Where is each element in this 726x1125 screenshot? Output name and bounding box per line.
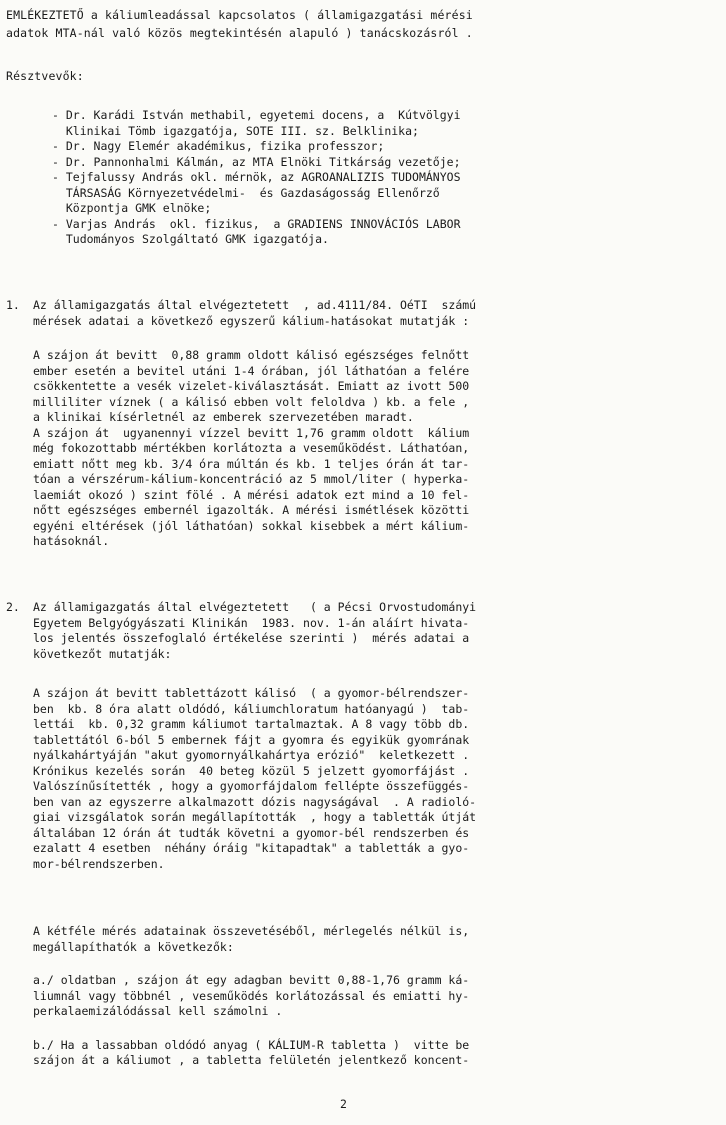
text-line: Az államigazgatás által elvégeztetett ( a Pécsi Orvostudományi [33, 600, 477, 614]
participant-line: TÁRSASÁG Környezetvédelmi- és Gazdaságosság Ellenőrző [52, 185, 440, 200]
text-line: mérések adatai a következő egyszerű kálium-hatásokat mutatják : [33, 313, 470, 328]
participant-line: - Dr. Karádi István methabil, egyetemi docens, a Kútvölgyi [52, 108, 461, 122]
text-line: a klinikai kísérletnél az emberek szervezetében maradt. [33, 410, 414, 424]
text-line: nőtt egészséges embernél igazolták. A mérési ismétlések közötti [33, 503, 470, 517]
text-line: általában 12 órán át tudták követni a gyomor-bél rendszerben és [33, 825, 470, 840]
text-line: milliliter víznek ( a kálisó ebben volt feloldva ) kb. a fele , [33, 394, 470, 409]
text-line: Valószínűsítették , hogy a gyomorfájdalom fellépte összefüggés- [33, 779, 470, 793]
text-line: laemiát okozó ) szint fölé . A mérési adatok ezt mind a 10 fel- [33, 487, 470, 502]
participant-line: - Dr. Pannonhalmi Kálmán, az MTA Elnöki Titkárság vezetője; [52, 154, 461, 169]
text-line: hatásoknál. [33, 534, 110, 548]
text-line: nyálkahártyáján "akut gyomornyálkahártya erózió" keletkezett . [33, 748, 470, 762]
text-line: giai vizsgálatok során megállapították , hogy a tabletták útját [33, 810, 477, 824]
participant-line: Központja GMK elnöke; [52, 201, 212, 215]
section-body [33, 348, 723, 550]
text-line: Egyetem Belgyógyászati Klinikán 1983. nov. 1-án aláírt hivata- [33, 615, 470, 630]
text-line: ember esetén a bevitel utáni 1-4 órában, jól láthatóan a felére [33, 363, 470, 378]
participant-item [52, 155, 702, 171]
text-line: los jelentés összefoglaló értékelése szerinti ) mérés adatai a [33, 631, 470, 645]
participant-line: - Varjas András okl. fizikus, a GRADIENS INNOVÁCIÓS LABOR [52, 216, 461, 231]
participants-list [52, 108, 702, 248]
conclusion-intro [33, 924, 723, 955]
participant-line: - Tejfalussy András okl. mérnök, az AGROANALIZIS TUDOMÁNYOS [52, 170, 461, 184]
text-line: liumnál vagy többnél , veseműködés korlátozással és emiatti hy- [33, 988, 470, 1003]
text-line: szájon át a káliumot , a tabletta felületén jelentkező koncent- [33, 1053, 470, 1067]
text-line: ben van az egyszerre alkalmazott dózis nagyságával . A radioló- [33, 794, 477, 809]
conclusion [33, 924, 723, 1069]
header-line-2: adatok MTA-nál való közös megtekintésén alapuló ) tanácskozásról . [6, 26, 473, 40]
conclusion-point-b [33, 1038, 723, 1069]
participant-line: Klinikai Tömb igazgatója, SOTE III. sz. Belklinika; [52, 123, 419, 138]
text-line: mor-bélrendszerben. [33, 856, 165, 871]
text-line: ezalatt 4 esetben néhány óráig "kitapadtak" a tabletták a gyo- [33, 841, 470, 855]
text-line: még fokozottabb mértékben korlátozta a veseműködést. Láthatóan, [33, 441, 470, 455]
text-line: Az államigazgatás által elvégeztetett , ad.4111/84. OéTI számú [33, 298, 477, 312]
text-line: ben kb. 8 óra alatt oldódó, káliumchloratum hatóanyagú ) tab- [33, 701, 470, 716]
participant-item [52, 108, 702, 139]
text-line: emiatt nőtt meg kb. 3/4 óra múltán és kb. 1 teljes órán át tar- [33, 456, 470, 471]
section-intro [33, 600, 723, 662]
text-line: tablettától 6-ból 5 embernek fájt a gyomra és egyikük gyomrának [33, 732, 470, 747]
text-line: következőt mutatják: [33, 646, 172, 661]
page-number: 2 [340, 1097, 347, 1111]
text-line: megállapíthatók a következők: [33, 939, 234, 954]
text-line: csökkentette a vesék vizelet-kiválasztását. Emiatt az ivott 500 [33, 379, 470, 393]
section-intro [33, 298, 723, 329]
participant-line: Tudományos Szolgáltató GMK igazgatója. [52, 232, 329, 246]
section-number: 1. [6, 298, 20, 312]
text-line: lettái kb. 0,32 gramm káliumot tartalmaztak. A 8 vagy több db. [33, 717, 470, 731]
text-line: b./ Ha a lassabban oldódó anyag ( KÁLIUM-R tabletta ) vitte be [33, 1037, 470, 1052]
text-line: tóan a vérszérum-kálium-koncentráció az 5 mmol/liter ( hyperka- [33, 472, 470, 486]
text-line: A kétféle mérés adatainak összevetéséből, mérlegelés nélkül is, [33, 924, 470, 938]
participants-label: Résztvevők: [6, 69, 84, 83]
text-line: egyéni eltérések (jól láthatóan) sokkal kisebbek a mért kálium- [33, 518, 470, 533]
text-line: A szájon át ugyanennyi vízzel bevitt 1,76 gramm oldott kálium [33, 425, 470, 440]
text-line: a./ oldatban , szájon át egy adagban bevitt 0,88-1,76 gramm ká- [33, 973, 470, 987]
conclusion-point-a [33, 973, 723, 1020]
text-line: A szájon át bevitt tablettázott kálisó ( a gyomor-bélrendszer- [33, 686, 470, 700]
text-line: Krónikus kezelés során 40 beteg közül 5 jelzett gyomorfájást . [33, 763, 470, 778]
section-number: 2. [6, 600, 20, 614]
participant-line: - Dr. Nagy Elemér akadémikus, fizika professzor; [52, 139, 385, 153]
participant-item [52, 170, 702, 217]
participant-item [52, 139, 702, 155]
text-line: perkalaemizálódással kell számolni . [33, 1004, 283, 1018]
header-line-1: EMLÉKEZTETŐ a káliumleadással kapcsolatos ( államigazgatási mérési [6, 8, 473, 22]
participant-item [52, 217, 702, 248]
text-line: A szájon át bevitt 0,88 gramm oldott kálisó egészséges felnőtt [33, 348, 470, 362]
section-body [33, 686, 723, 872]
